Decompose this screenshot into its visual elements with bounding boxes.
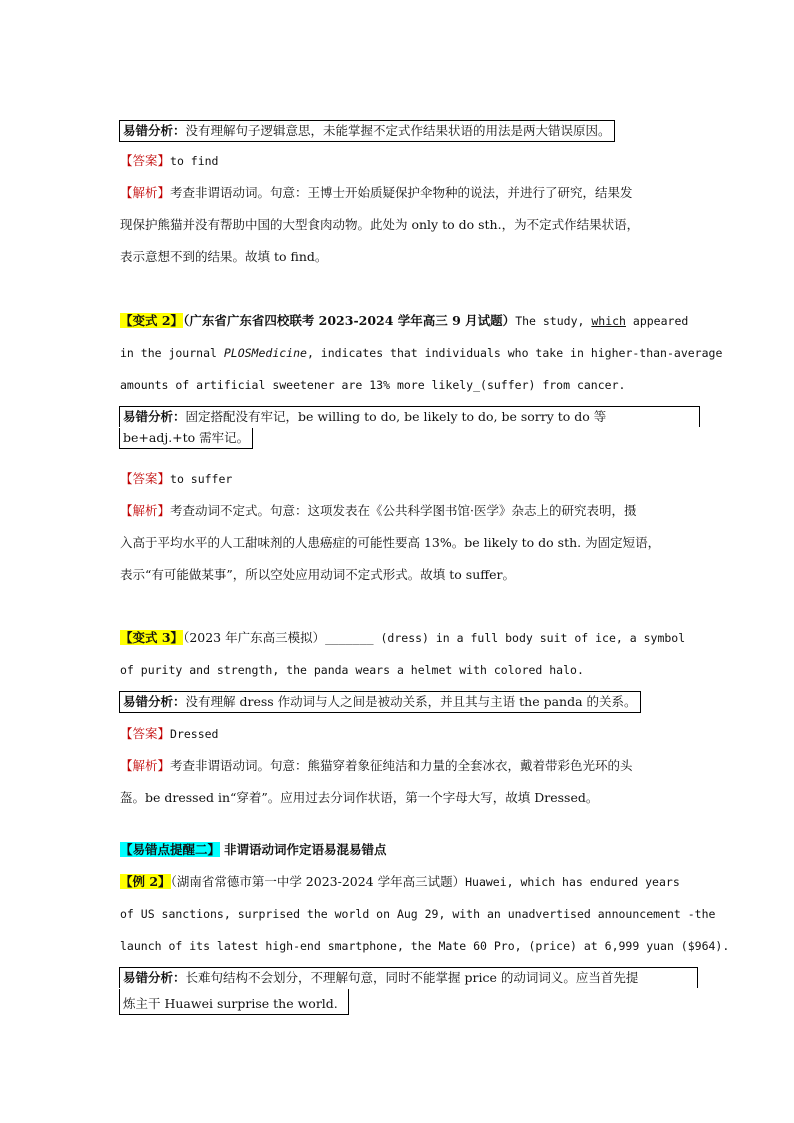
- answer-line-3: [120, 725, 218, 743]
- answer-line-2: [120, 470, 232, 488]
- error-analysis-box-1: [119, 120, 615, 142]
- question-line-4-3: launch of its latest high-end smartphone, the Mate 60 Pro, (price) at 6,999 yuan ($964).: [120, 939, 730, 953]
- question-text: _______ (dress) in a full body suit of ice, a symbol: [325, 631, 686, 645]
- analysis-line-2-2: 入高于平均水平的人工甜味剂的人患癌症的可能性要高 13%。be likely to do sth. 为固定短语，: [120, 535, 661, 550]
- answer-label: 【答案】: [120, 153, 171, 168]
- question-text: in the journal: [120, 346, 224, 360]
- question-line-4-2: of US sanctions, surprised the world on Aug 29, with an unadvertised announcement -the: [120, 907, 716, 921]
- question-line-4-1: [120, 873, 680, 891]
- variant-2-tag: 【变式 2】: [120, 313, 184, 328]
- variant-3-tag: 【变式 3】: [120, 630, 184, 645]
- error-analysis-box-4-top: [119, 967, 698, 988]
- analysis-label: 【解析】: [120, 503, 171, 518]
- answer-text: to find: [170, 154, 219, 168]
- question-line-3-2: of purity and strength, the panda wears a helmet with colored halo.: [120, 663, 584, 677]
- analysis-label: 【解析】: [120, 758, 171, 773]
- error-analysis-text: 没有理解 dress 作动词与人之间是被动关系，并且其与主语 the panda 的关系。: [185, 694, 637, 709]
- error-analysis-label: 易错分析：: [123, 970, 186, 985]
- analysis-line-2-3: 表示“有可能做某事”，所以空处应用动词不定式形式。故填 to suffer。: [120, 567, 515, 582]
- question-text: The study,: [515, 314, 592, 328]
- error-analysis-label: 易错分析：: [123, 694, 186, 709]
- question-line-2-2: [120, 344, 722, 362]
- question-text: Huawei, which has endured years: [465, 875, 680, 889]
- analysis-label: 【解析】: [120, 185, 171, 200]
- answer-text: Dressed: [170, 727, 219, 741]
- analysis-line-3-2: 盔。be dressed in“穿着”。应用过去分词作状语，第一个字母大写，故填 Dressed。: [120, 790, 599, 805]
- question-text: , indicates that individuals who take in higher-than-average: [306, 346, 723, 360]
- error-analysis-text: 长难句结构不会划分，不理解句意，同时不能掌握 price 的动词词义。应当首先提: [185, 970, 639, 985]
- question-line-3-1: [120, 629, 685, 647]
- analysis-line-1-2: 现保护熊猫并没有帮助中国的大型食肉动物。此处为 only to do sth.，为不定式作结果状语，: [120, 217, 640, 232]
- error-analysis-text: 固定搭配没有牢记，be willing to do, be likely to do, be sorry to do 等: [185, 409, 607, 424]
- analysis-line-1-3: 表示意想不到的结果。故填 to find。: [120, 249, 328, 264]
- section-title: 非谓语动词作定语易混易错点: [224, 842, 387, 857]
- analysis-line-1-1: [120, 184, 633, 202]
- section-tag: 【易错点提醒二】: [120, 842, 221, 857]
- question-line-2-3: amounts of artificial sweetener are 13% more likely_(suffer) from cancer.: [120, 378, 626, 392]
- underlined-word: which: [591, 314, 626, 328]
- error-analysis-text: be+adj.+to 需牢记。: [123, 430, 250, 445]
- answer-line-1: [120, 152, 218, 170]
- question-text: appeared: [625, 314, 689, 328]
- variant-2-source: （广东省广东省四校联考 2023-2024 学年高三 9 月试题）: [183, 313, 516, 328]
- answer-text: to suffer: [170, 472, 233, 486]
- error-analysis-text: 炼主干 Huawei surprise the world.: [123, 996, 338, 1011]
- example-2-source: （湖南省常德市第一中学 2023-2024 学年高三试题）: [170, 874, 466, 889]
- section-heading: [120, 841, 387, 859]
- error-analysis-label: 易错分析：: [123, 409, 186, 424]
- example-2-tag: 【例 2】: [120, 874, 171, 889]
- analysis-text: 考查非谓语动词。句意：熊猫穿着象征纯洁和力量的全套冰衣，戴着带彩色光环的头: [170, 758, 633, 773]
- error-analysis-box-2-bottom: [119, 428, 253, 449]
- answer-label: 【答案】: [120, 471, 171, 486]
- analysis-line-3-1: [120, 757, 633, 775]
- journal-name: PLOSMedicine: [223, 346, 307, 360]
- variant-3-source: （2023 年广东高三模拟）: [183, 630, 326, 645]
- question-line-2-1: [120, 312, 688, 330]
- analysis-text: 考查非谓语动词。句意：王博士开始质疑保护伞物种的说法，并进行了研究，结果发: [170, 185, 633, 200]
- error-analysis-box-2-top: [119, 406, 700, 427]
- error-analysis-label: 易错分析：: [123, 123, 186, 138]
- error-analysis-box-3: [119, 691, 641, 713]
- error-analysis-text: 没有理解句子逻辑意思，未能掌握不定式作结果状语的用法是两大错误原因。: [185, 123, 611, 138]
- error-analysis-box-4-bottom: [119, 989, 349, 1015]
- analysis-line-2-1: [120, 502, 637, 520]
- analysis-text: 考查动词不定式。句意：这项发表在《公共科学图书馆·医学》杂志上的研究表明，摄: [170, 503, 637, 518]
- answer-label: 【答案】: [120, 726, 171, 741]
